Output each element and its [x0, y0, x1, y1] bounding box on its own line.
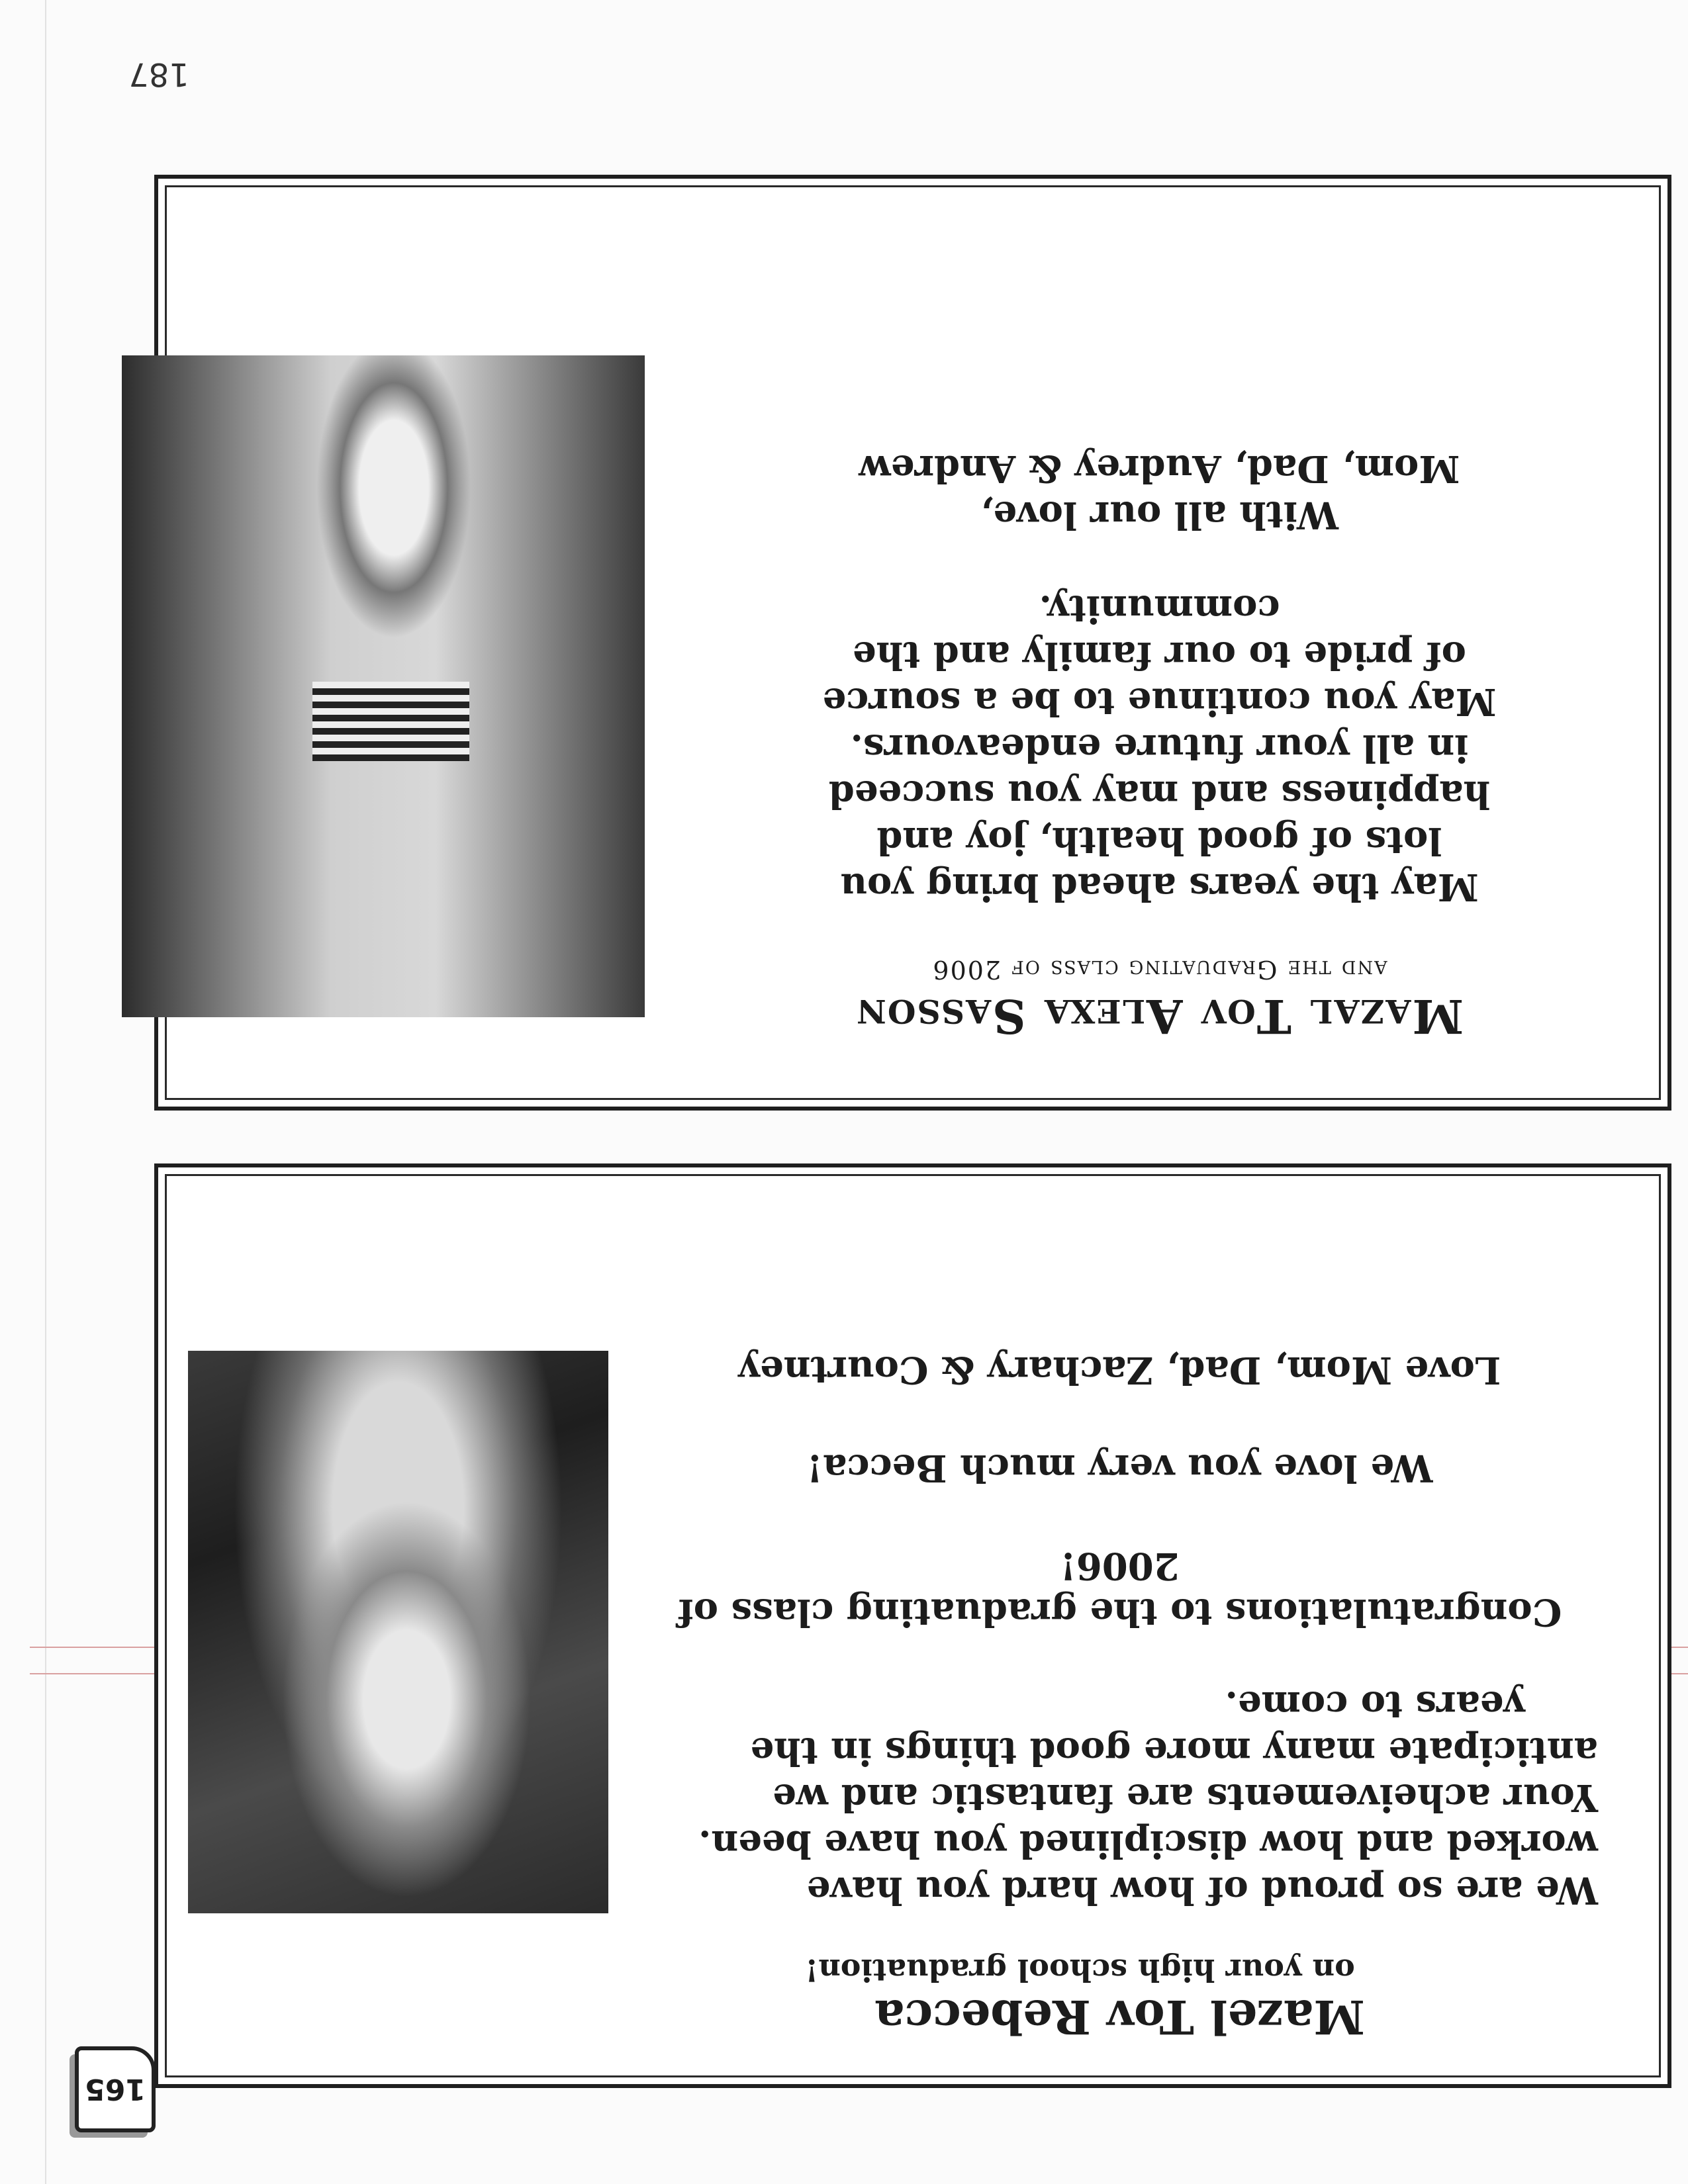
photo-rebecca	[188, 1351, 608, 1913]
tribute-card-alexa	[154, 175, 1671, 1111]
message-line: We are so proud of how hard you have	[806, 1868, 1598, 1912]
message-line: in all your future endeavours.	[850, 726, 1469, 770]
card-title: Mazel Tov Rebecca	[874, 1989, 1365, 2044]
closing: With all our love,	[980, 493, 1338, 537]
message-line: community.	[1039, 587, 1280, 631]
message-line: May you continue to be a source	[822, 680, 1497, 723]
message-line: Your acheivements are fantastic and we	[773, 1776, 1598, 1819]
message-line: years to come.	[1225, 1683, 1525, 1727]
love-line: We love you very much Becca!	[806, 1446, 1433, 1490]
card-title: Mazal Tov Alexa Sasson	[855, 989, 1464, 1044]
page-number-tab: 165	[75, 2046, 156, 2132]
congrats-line: 2006!	[1060, 1544, 1180, 1588]
message-line: lots of good health, joy and	[876, 819, 1442, 862]
page-number: 187	[128, 56, 189, 93]
message-line: anticipate many more good things in the	[750, 1729, 1598, 1773]
message	[711, 586, 1608, 910]
message-line: worked and how disciplined you have been.	[698, 1822, 1598, 1866]
tribute-card-rebecca	[154, 1163, 1671, 2088]
message-line: of pride to our family and the	[853, 633, 1467, 677]
card-subtitle: on your high school graduation!	[805, 1952, 1355, 1988]
margin-rule	[45, 0, 46, 2184]
message-line: happiness and may you succeed	[828, 772, 1491, 816]
card-text-alexa	[711, 445, 1608, 1044]
card-text-rebecca	[612, 1347, 1628, 2044]
signature: Love Mom, Dad, Zachary & Courtney	[738, 1348, 1501, 1392]
congrats	[612, 1543, 1628, 1635]
message-line: May the years ahead bring you	[840, 865, 1479, 909]
signature: Mom, Dad, Audrey & Andrew	[859, 447, 1460, 490]
card-subtitle: and the Graduating class of 2006	[931, 955, 1387, 984]
message	[612, 1682, 1628, 1913]
photo-alexa	[122, 355, 645, 1017]
congrats-line: Congratulations to the graduating class of	[677, 1590, 1562, 1634]
